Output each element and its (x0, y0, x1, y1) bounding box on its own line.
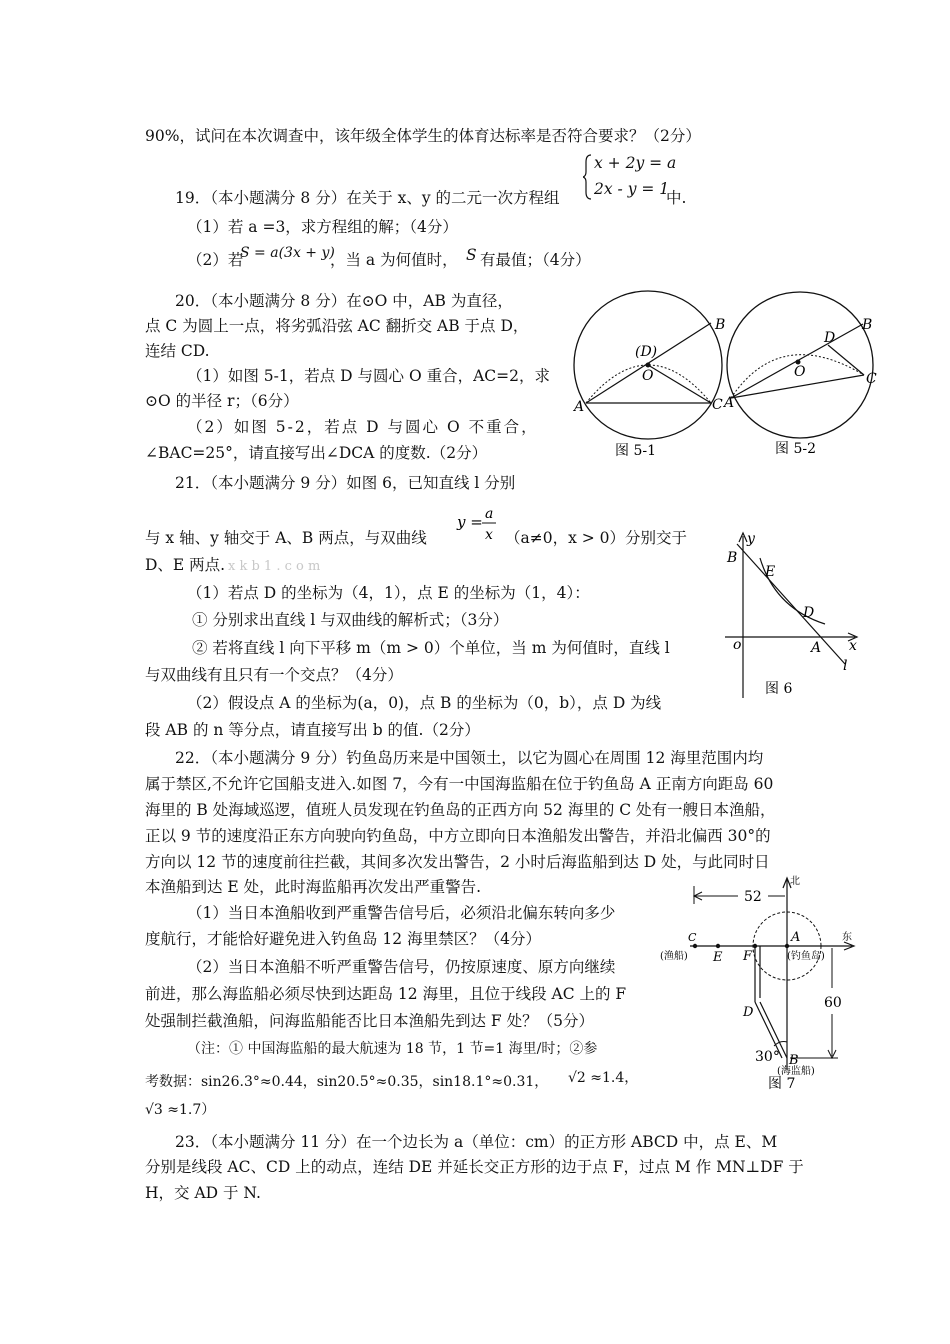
segment-cd (828, 345, 864, 375)
q21-intro: 21．（本小题满分 9 分）如图 6，已知直线 l 分别 (175, 474, 516, 492)
label-patrol: (海监船) (777, 1066, 815, 1077)
note-line: 考数据：sin26.3°≈0.44，sin20.5°≈0.35，sin18.1°≈0.31， (145, 1074, 549, 1090)
caption: 图 6 (765, 681, 793, 697)
text-line: 段 AB 的 n 等分点，请直接写出 b 的值.（2分） (145, 721, 480, 739)
label-x: x (849, 638, 857, 654)
label-52: 52 (744, 889, 762, 905)
text-line: （1）当日本渔船收到严重警告信号后，必须沿北偏东转向多少 (187, 904, 616, 922)
label-c: C (712, 397, 723, 413)
text-line: ∠BAC=25°，请直接写出∠DCA 的度数.（2分） (145, 444, 488, 462)
svg-text:a: a (485, 506, 494, 522)
text-line: 分别是线段 AC、CD 上的动点，连结 DE 并延长交正方形的边于点 F，过点 M 作 MN⊥DF 于 (145, 1158, 804, 1176)
label-l: l (843, 658, 848, 674)
label-o: o (733, 637, 742, 653)
figure-5-2 (720, 285, 885, 465)
equation-1: x + 2y = a (594, 154, 677, 172)
label-o: O (794, 364, 806, 380)
label-e: E (765, 564, 776, 580)
label-60: 60 (824, 995, 842, 1011)
label-b: B (727, 550, 738, 566)
q20-intro: 20．（本小题满分 8 分）在⊙O 中，AB 为直径， (175, 292, 513, 310)
text-line: 有最值；（4分） (480, 251, 591, 269)
text-line: 中. (666, 189, 687, 207)
label-e: E (713, 950, 723, 965)
label-c: C (866, 371, 877, 387)
text-line: （1）如图 5-1，若点 D 与圆心 O 重合，AC=2，求 (187, 367, 550, 385)
text-line: ⊙O 的半径 r；（6分） (145, 392, 299, 410)
caption: 图 7 (768, 1076, 796, 1092)
caption: 图 5-2 (775, 441, 816, 457)
svg-text:x: x (485, 527, 493, 543)
text-line: （1）若点 D 的坐标为（4，1），点 E 的坐标为（1，4）： (187, 584, 590, 602)
q19-intro: 19．（本小题满分 8 分）在关于 x、y 的二元一次方程组 (175, 189, 560, 207)
label-boat: (渔船) (660, 951, 688, 962)
label-a: A (574, 399, 585, 415)
watermark: x k b 1 . c o m (228, 559, 321, 574)
segment-cd (648, 365, 711, 403)
text-line: 90%，试问在本次调查中，该年级全体学生的体育达标率是否符合要求？（2分） (145, 127, 701, 145)
text-line: （2）若 (187, 251, 244, 269)
label-f: F (743, 949, 753, 964)
text-line: 方向以 12 节的速度前往拦截，其间多次发出警告，2 小时后海监船到达 D 处，与此同时日 (145, 853, 770, 871)
text-line: 与 x 轴、y 轴交于 A、B 两点，与双曲线 (145, 529, 427, 547)
note-line: （注：① 中国海监船的最大航速为 18 节，1 节=1 海里/时；②参 (187, 1041, 598, 1057)
figure-6 (715, 528, 865, 703)
text-line: 度航行，才能恰好避免进入钓鱼岛 12 海里禁区？（4分） (145, 930, 541, 948)
center-point (646, 363, 651, 368)
text-line: 连结 CD. (145, 342, 210, 360)
formula-s: S = a(3x + y) (240, 245, 335, 261)
figure-5-1 (565, 285, 730, 465)
label-30deg: 30° (755, 1049, 780, 1065)
svg-text:y =: y = (457, 513, 483, 531)
text-line: （2）假设点 A 的坐标为(a，0)，点 B 的坐标为（0，b），点 D 为线 (187, 694, 662, 712)
label-d: D (824, 330, 836, 346)
q23-intro: 23．（本小题满分 11 分）在一个边长为 a（单位：cm）的正方形 ABCD 中，点 E、M (175, 1133, 778, 1151)
point-f (753, 944, 757, 948)
q22-intro: 22．（本小题满分 9 分）钓鱼岛历来是中国领土，以它为圆心在周围 12 海里范围内均 (175, 749, 764, 767)
text-line: 海里的 B 处海域巡逻，值班人员发现在钓鱼岛的正西方向 52 海里的 C 处有一艘日本渔船， (145, 801, 776, 819)
label-y: y (747, 531, 755, 547)
label-a: A (724, 395, 735, 411)
label-b: B (715, 317, 726, 333)
label-d: D (803, 605, 815, 621)
text-line: H，交 AD 于 N. (145, 1184, 261, 1202)
text-line: 本渔船到达 E 处，此时海监船再次发出严重警告. (145, 878, 482, 896)
text-line: 处强制拦截渔船，问海监船能否比日本渔船先到达 F 处？（5分） (145, 1012, 594, 1030)
line-l (737, 544, 845, 664)
label-a: A (791, 930, 801, 945)
sqrt2-value: √2 ≈1.4， (568, 1070, 639, 1086)
label-a: A (811, 640, 822, 656)
label-o: O (642, 368, 654, 384)
label-b: B (862, 317, 873, 333)
text-line: 正以 9 节的速度沿正东方向驶向钓鱼岛，中方立即向日本渔船发出警告，并沿北偏西 30°的 (145, 827, 771, 845)
text-line: （2）当日本渔船不听严重警告信号，仍按原速度、原方向继续 (187, 958, 616, 976)
text-line: 与双曲线有且只有一个交点？（4分） (145, 666, 403, 684)
text-line: 点 C 为圆上一点，将劣弧沿弦 AC 翻折交 AB 于点 D， (145, 317, 529, 335)
point-c (693, 944, 697, 948)
equation-2: 2x - y = 1 (594, 180, 670, 198)
label-b: B (789, 1053, 799, 1068)
sqrt3-value: √3 ≈1.7） (145, 1102, 216, 1118)
text-line: ① 分别求出直线 l 与双曲线的解析式；（3分） (192, 611, 509, 629)
label-c: C (688, 931, 697, 944)
label-east: 东 (842, 932, 852, 943)
point-a (785, 944, 789, 948)
symbol-s: S (466, 246, 477, 264)
text-line: （1）若 a =3，求方程组的解；（4分） (187, 218, 458, 236)
label-d: (D) (635, 344, 658, 360)
label-north: 北 (790, 876, 800, 887)
text-line: （2）如图 5-2，若点 D 与圆心 O 不重合， (187, 418, 539, 436)
text-line: 属于禁区,不允许它国船支进入.如图 7，今有一中国海监船在位于钓鱼岛 A 正南方向距岛 60 (145, 775, 774, 793)
point-e (716, 944, 720, 948)
label-island: (钓鱼岛) (787, 951, 825, 962)
text-line: ② 若将直线 l 向下平移 m（m > 0）个单位，当 m 为何值时，直线 l (192, 639, 670, 657)
text-line: D、E 两点. (145, 556, 226, 574)
text-line: 前进，那么海监船必须尽快到达距岛 12 海里，且位于线段 AC 上的 F (145, 985, 627, 1003)
text-line: ，当 a 为何值时， (330, 251, 458, 269)
figure-7 (660, 870, 860, 1095)
hyperbola-formula (455, 502, 499, 546)
text-line: （a≠0，x > 0）分别交于 (505, 529, 688, 547)
label-d: D (743, 1005, 754, 1020)
caption: 图 5-1 (615, 443, 656, 459)
